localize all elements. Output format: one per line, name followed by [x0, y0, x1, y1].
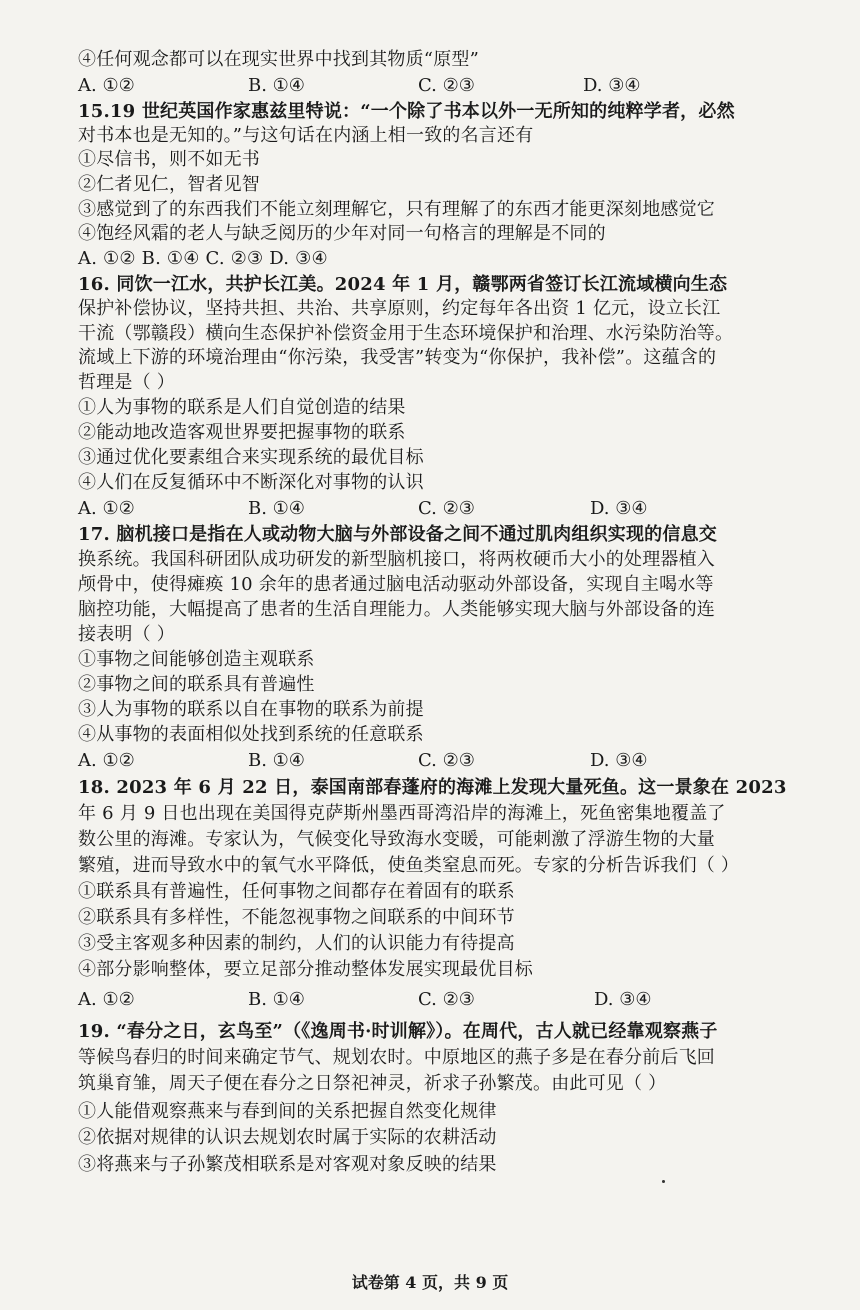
q18-option-4: ④部分影响整体，要立足部分推动整体发展实现最优目标 [78, 959, 533, 980]
choice-b: B. ①④ [248, 75, 305, 96]
choice-b: B. ①④ [248, 750, 305, 771]
q15-stem-2: 对书本也是无知的。”与这句话在内涵上相一致的名言还有 [78, 125, 534, 146]
page-footer: 试卷第 4 页，共 9 页 [351, 1273, 509, 1292]
q17-stem-2: 换系统。我国科研团队成功研发的新型脑机接口，将两枚硬币大小的处理器植入 [78, 549, 715, 570]
q17-stem-3: 颅骨中，使得瘫痪 10 余年的患者通过脑电活动驱动外部设备，实现自主喝水等 [78, 574, 714, 595]
choice-a: A. ①② [78, 750, 135, 771]
q17-option-3: ③人为事物的联系以自在事物的联系为前提 [78, 699, 424, 720]
q17-stem-4: 脑控功能，大幅提高了患者的生活自理能力。人类能够实现大脑与外部设备的连 [78, 599, 715, 620]
choice-b: B. ①④ [248, 498, 305, 519]
q19-stem-2: 等候鸟春归的时间来确定节气、规划农时。中原地区的燕子多是在春分前后飞回 [78, 1047, 715, 1068]
q16-option-3: ③通过优化要素组合来实现系统的最优目标 [78, 447, 424, 468]
q18-stem-2: 年 6 月 9 日也出现在美国得克萨斯州墨西哥湾沿岸的海滩上，死鱼密集地覆盖了 [78, 803, 726, 824]
choice-d: D. ③④ [583, 75, 641, 96]
q15-option-2: ②仁者见仁，智者见智 [78, 174, 260, 195]
q14-option-4: ④任何观念都可以在现实世界中找到其物质“原型” [78, 49, 480, 70]
q18-option-3: ③受主客观多种因素的制约，人们的认识能力有待提高 [78, 933, 515, 954]
q16-stem-1: 16. 同饮一江水，共护长江美。2024 年 1 月，赣鄂两省签订长江流域横向生态 [78, 274, 728, 295]
choice-a: A. ①② [78, 498, 135, 519]
q18-stem-3: 数公里的海滩。专家认为，气候变化导致海水变暖，可能刺激了浮游生物的大量 [78, 829, 715, 850]
q15-option-3: ③感觉到了的东西我们不能立刻理解它，只有理解了的东西才能更深刻地感觉它 [78, 199, 715, 220]
q18-answer-choices [78, 988, 798, 1012]
choice-d: D. ③④ [594, 989, 652, 1010]
q16-answer-choices [78, 497, 798, 521]
q15-option-4: ④饱经风霜的老人与缺乏阅历的少年对同一句格言的理解是不同的 [78, 223, 606, 244]
q16-option-4: ④人们在反复循环中不断深化对事物的认识 [78, 472, 424, 493]
q17-option-2: ②事物之间的联系具有普遍性 [78, 674, 315, 695]
q15-stem-1: 15.19 世纪英国作家惠兹里特说：“一个除了书本以外一无所知的纯粹学者，必然 [78, 101, 735, 122]
q18-option-1: ①联系具有普遍性，任何事物之间都存在着固有的联系 [78, 881, 515, 902]
q17-answer-choices [78, 749, 798, 773]
q17-stem-5: 接表明（ ） [78, 624, 175, 645]
q19-stem-1: 19. “春分之日，玄鸟至”（《逸周书·时训解》）。在周代，古人就已经靠观察燕子 [78, 1021, 718, 1042]
q17-stem-1: 17. 脑机接口是指在人或动物大脑与外部设备之间不通过肌肉组织实现的信息交 [78, 524, 717, 545]
q16-stem-5: 哲理是（ ） [78, 372, 175, 393]
choice-c: C. ②③ [418, 75, 475, 96]
q19-stem-3: 筑巢育雏，周天子便在春分之日祭祀神灵，祈求子孙繁茂。由此可见（ ） [78, 1073, 667, 1094]
choice-c: C. ②③ [418, 498, 475, 519]
q18-stem-1: 18. 2023 年 6 月 22 日，泰国南部春蓬府的海滩上发现大量死鱼。这一景象在 2023 [78, 777, 787, 798]
q14-answer-choices [78, 74, 798, 98]
q16-option-2: ②能动地改造客观世界要把握事物的联系 [78, 422, 406, 443]
scan-speck [662, 1180, 665, 1183]
choice-d: D. ③④ [590, 750, 648, 771]
q16-stem-4: 流域上下游的环境治理由“你污染，我受害”转变为“你保护，我补偿”。这蕴含的 [78, 347, 717, 368]
q16-stem-3: 干流（鄂赣段）横向生态保护补偿资金用于生态环境保护和治理、水污染防治等。 [78, 323, 734, 344]
choice-a: A. ①② [78, 75, 135, 96]
choice-c: C. ②③ [418, 750, 475, 771]
q19-option-3: ③将燕来与子孙繁茂相联系是对客观对象反映的结果 [78, 1154, 497, 1175]
q16-option-1: ①人为事物的联系是人们自觉创造的结果 [78, 397, 406, 418]
choice-b: B. ①④ [248, 989, 305, 1010]
q17-option-4: ④从事物的表面相似处找到系统的任意联系 [78, 724, 424, 745]
q17-option-1: ①事物之间能够创造主观联系 [78, 649, 315, 670]
q16-stem-2: 保护补偿协议，坚持共担、共治、共享原则，约定每年各出资 1 亿元，设立长江 [78, 298, 721, 319]
q15-answer-choices: A. ①② B. ①④ C. ②③ D. ③④ [78, 248, 328, 269]
choice-d: D. ③④ [590, 498, 648, 519]
q19-option-1: ①人能借观察燕来与春到间的关系把握自然变化规律 [78, 1101, 497, 1122]
choice-a: A. ①② [78, 989, 135, 1010]
q18-stem-4: 繁殖，进而导致水中的氧气水平降低，使鱼类窒息而死。专家的分析告诉我们（ ） [78, 855, 740, 876]
q15-option-1: ①尽信书，则不如无书 [78, 149, 260, 170]
q18-option-2: ②联系具有多样性，不能忽视事物之间联系的中间环节 [78, 907, 515, 928]
choice-c: C. ②③ [418, 989, 475, 1010]
q19-option-2: ②依据对规律的认识去规划农时属于实际的农耕活动 [78, 1127, 497, 1148]
